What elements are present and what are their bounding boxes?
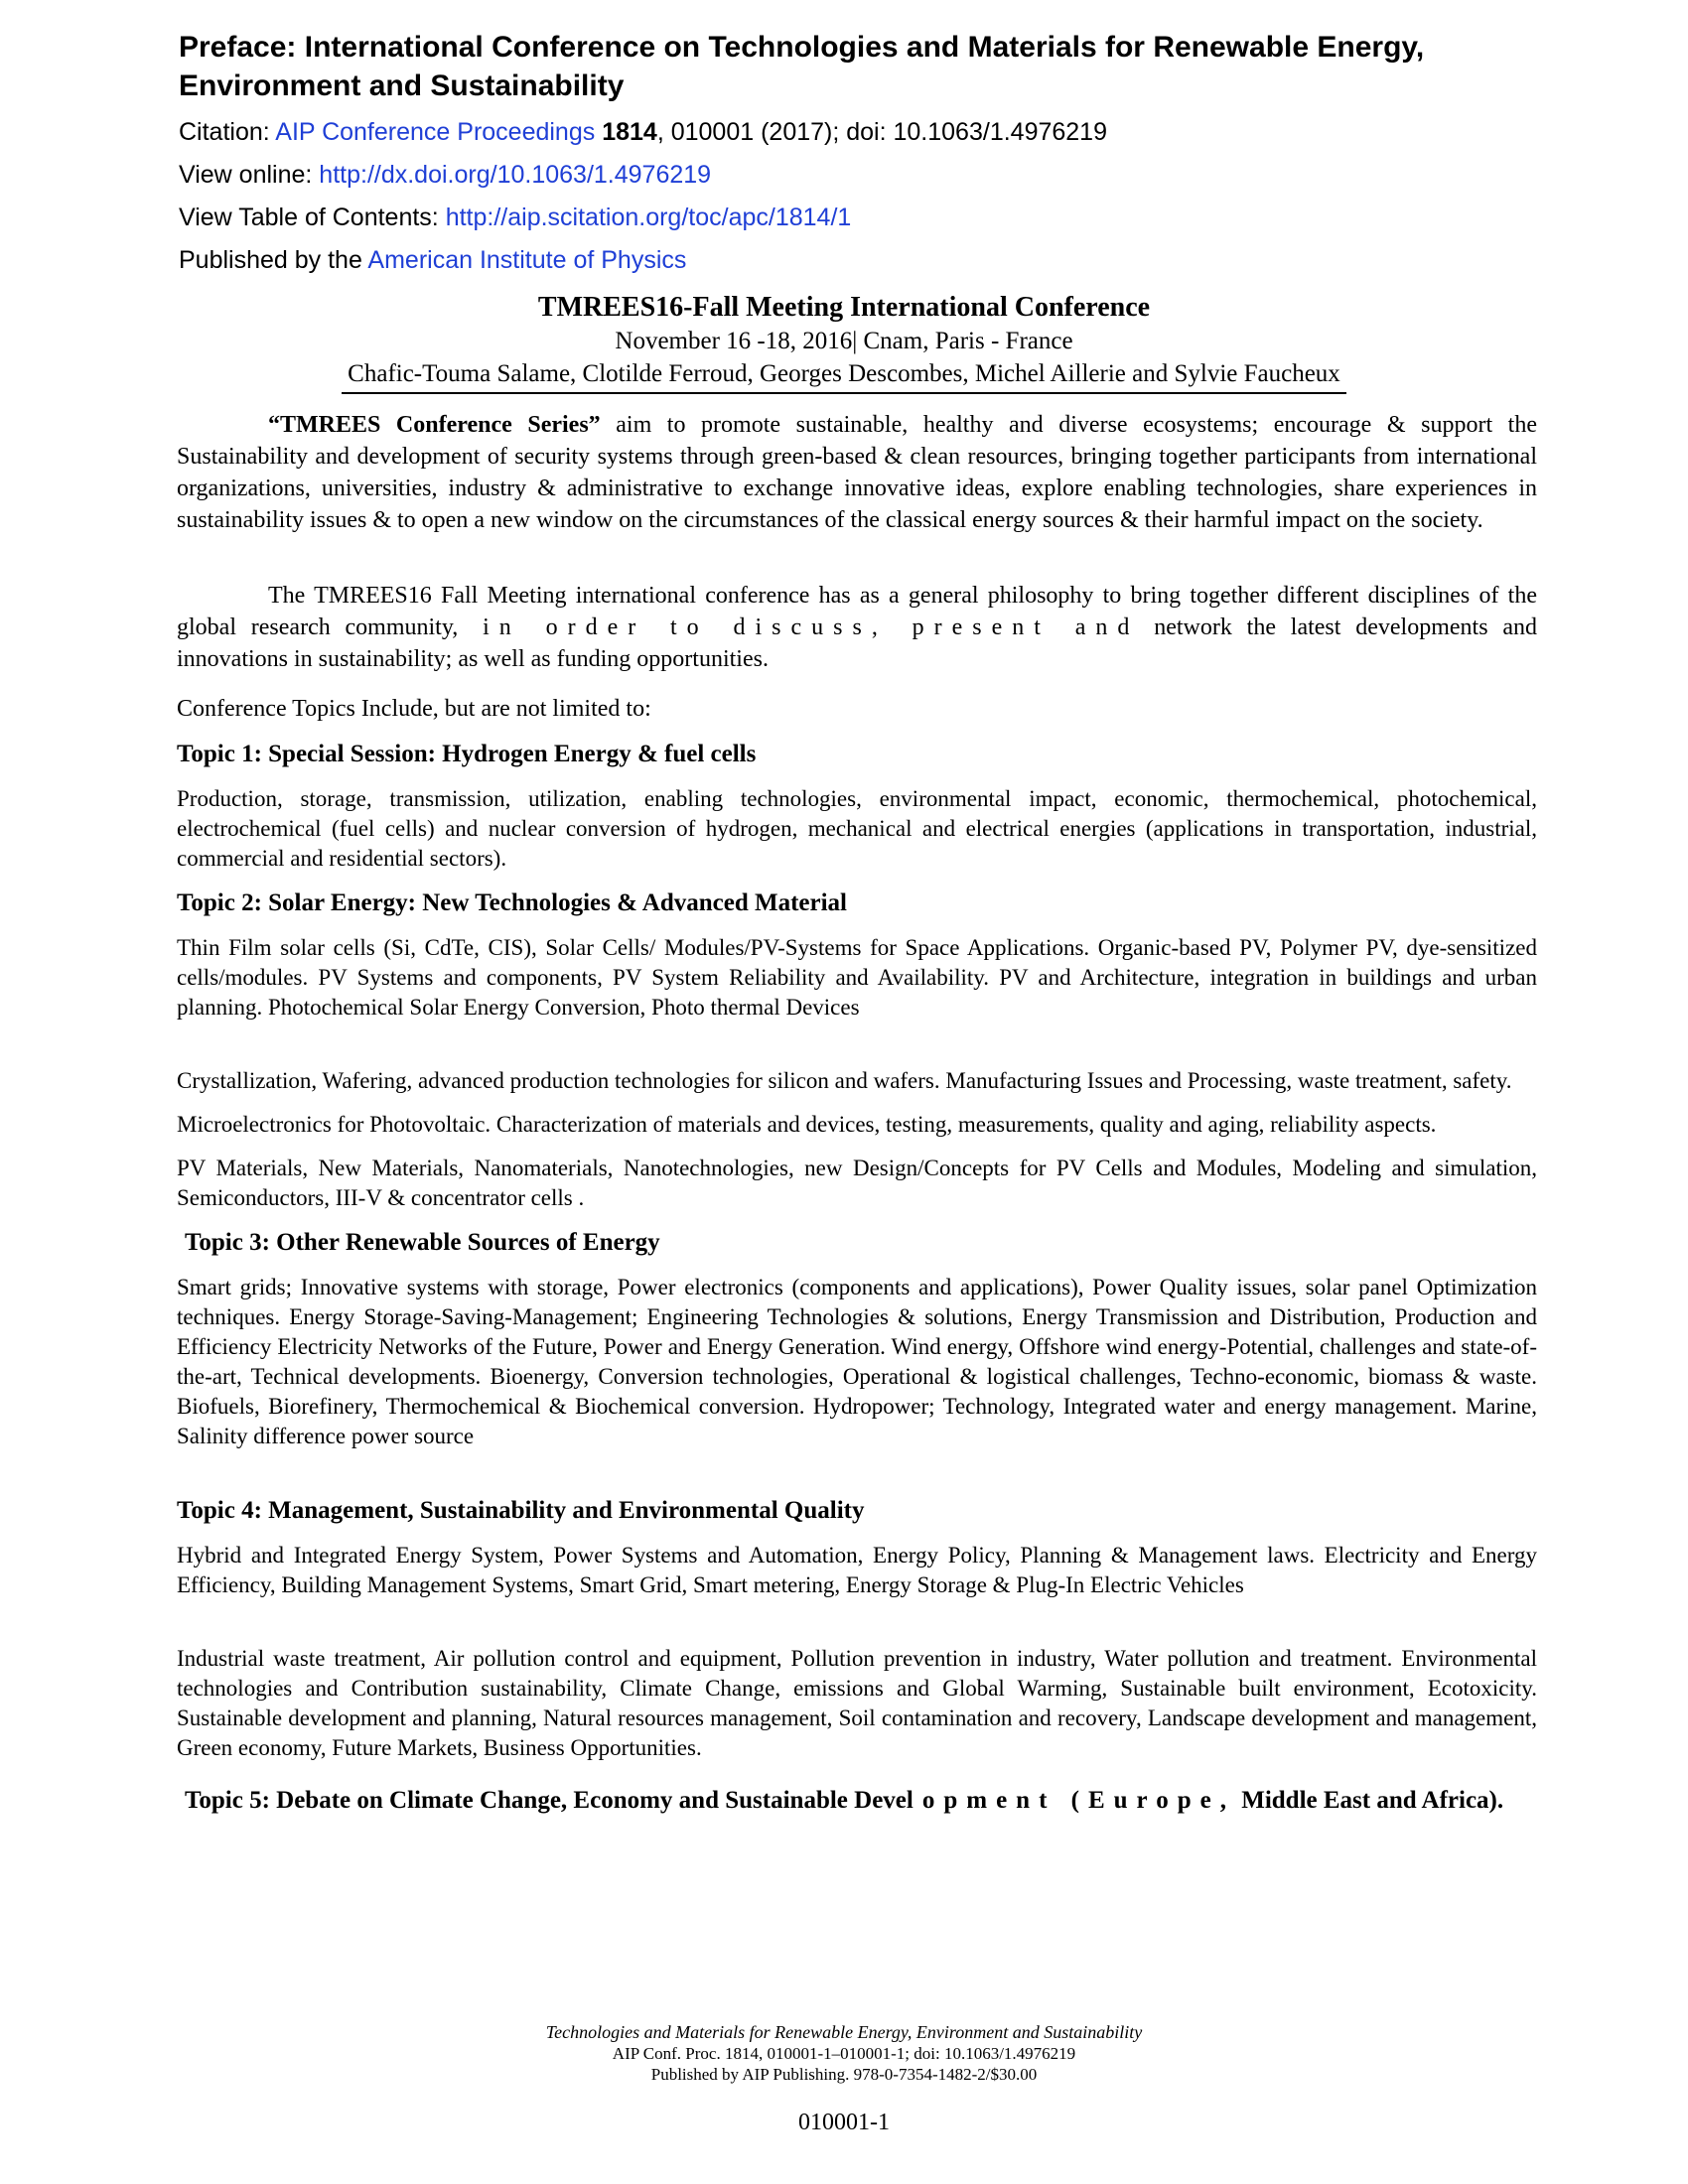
article-body: [177, 409, 1537, 1831]
topic-5-heading-a: Topic 5: Debate on Climate Change, Economy and Sustainable Deve: [185, 1787, 907, 1814]
view-online-line: [179, 154, 1470, 197]
conference-title: TMREES16-Fall Meeting International Conference: [537, 292, 1151, 323]
topic-5-heading-spaced: lopment (Europe,: [906, 1787, 1235, 1814]
page-footer: [0, 2021, 1688, 2136]
citation-volume: 1814: [602, 118, 657, 146]
philosophy-text-spaced: in order to discuss, present and: [458, 614, 1140, 640]
conference-date-location: November 16 -18, 2016| Cnam, Paris - France: [615, 328, 1073, 354]
conference-editors: Chafic-Touma Salame, Clotilde Ferroud, Georges Descombes, Michel Aillerie and Sylvie Faucheux: [342, 357, 1346, 394]
citation-details: , 010001 (2017); doi: 10.1063/1.4976219: [656, 118, 1107, 146]
topic-4-description-2: Industrial waste treatment, Air pollution control and equipment, Pollution prevention in industry, Water pollution and treatment. Environmental technologies and Contribution sustainability, Climate Change, emissions and Global Warming, Sustainable built environment, Ecotoxicity. Sustainable development and planning, Natural resources management, Soil contamination and recovery, Landscape development and management, Green economy, Future Markets, Business Opportunities.: [177, 1646, 1537, 1760]
intro-paragraph: [177, 409, 1537, 536]
footer-proceedings-title: Technologies and Materials for Renewable Energy, Environment and Sustainability: [545, 2022, 1143, 2042]
topic-2-description-3: Microelectronics for Photovoltaic. Characterization of materials and devices, testing, measurements, quality and aging, reliability aspects.: [177, 1112, 1437, 1137]
doi-link[interactable]: http://dx.doi.org/10.1063/1.4976219: [319, 161, 712, 189]
citation-line: [179, 111, 1470, 154]
topic-2-description-1: Thin Film solar cells (Si, CdTe, CIS), Solar Cells/ Modules/PV-Systems for Space Applications. Organic-based PV, Polymer PV, dye-sensitized cells/modules. PV Systems and components, PV System Reliability and Availability. PV and Architecture, integration in buildings and urban planning. Photochemical Solar Energy Conversion, Photo thermal Devices: [177, 935, 1537, 1020]
publisher-line: [179, 239, 1470, 282]
topic-5-heading-b: Middle East and Africa).: [1234, 1787, 1504, 1814]
article-header: [179, 28, 1470, 282]
publisher-label: Published by the: [179, 246, 368, 274]
topic-2-heading: Topic 2: Solar Energy: New Technologies & Advanced Material: [177, 889, 847, 916]
philosophy-text-a: The TMREES16 Fall Meeting international conference has as a general philosophy to bring together different disciplines of the global research community,: [177, 583, 1537, 640]
topic-1-heading: Topic 1: Special Session: Hydrogen Energy & fuel cells: [177, 741, 757, 767]
topic-5-heading: [177, 1785, 1537, 1817]
view-online-label: View online:: [179, 161, 320, 189]
topic-4-description-1: Hybrid and Integrated Energy System, Power Systems and Automation, Energy Policy, Planning & Management laws. Electricity and Energy Efficiency, Building Management Systems, Smart Grid, Smart metering, Energy Storage & Plug-In Electric Vehicles: [177, 1543, 1537, 1597]
toc-label: View Table of Contents:: [179, 204, 446, 231]
topic-1-description: Production, storage, transmission, utilization, enabling technologies, environmental impact, economic, thermochemical, photochemical, electrochemical (fuel cells) and nuclear conversion of hydrogen, mechanical and electrical energies (applications in transportation, industrial, commercial and residential sectors).: [177, 786, 1537, 871]
topic-2-description-2: Crystallization, Wafering, advanced production technologies for silicon and wafers. Manufacturing Issues and Processing, waste treatment, safety.: [177, 1068, 1512, 1093]
philosophy-text-b: network the latest developments and innovations in sustainability; as well as funding opportunities.: [177, 614, 1537, 672]
footer-citation: AIP Conf. Proc. 1814, 010001-1–010001-1; doi: 10.1063/1.4976219: [612, 2044, 1076, 2063]
page-number: 010001-1: [798, 2110, 890, 2135]
topic-4-heading: Topic 4: Management, Sustainability and Environmental Quality: [177, 1497, 865, 1524]
journal-link[interactable]: AIP Conference Proceedings: [275, 118, 596, 146]
footer-publisher: Published by AIP Publishing. 978-0-7354-1482-2/$30.00: [650, 2065, 1038, 2084]
philosophy-paragraph: [177, 580, 1537, 675]
toc-line: [179, 197, 1470, 239]
article-title: Preface: International Conference on Technologies and Materials for Renewable Energy, Environment and Sustainability: [179, 31, 1425, 102]
series-name: “TMREES Conference Series”: [268, 412, 601, 438]
topic-3-description: Smart grids; Innovative systems with storage, Power electronics (components and applications), Power Quality issues, solar panel Optimization techniques. Energy Storage-Saving-Management; Engineering Technologies & solutions, Energy Transmission and Distribution, Production and Efficiency Electricity Networks of the Future, Power and Energy Generation. Wind energy, Offshore wind energy-Potential, challenges and state-of-the-art, Technical developments. Bioenergy, Conversion technologies, Operational & logistical challenges, Techno-economic, biomass & waste. Biofuels, Biorefinery, Thermochemical & Biochemical conversion. Hydropower; Technology, Integrated water and energy management. Marine, Salinity difference power source: [177, 1275, 1537, 1448]
conference-block: [0, 291, 1688, 394]
citation-label: Citation:: [179, 118, 276, 146]
intro-text: aim to promote sustainable, healthy and diverse ecosystems; encourage & support the Sustainability and development of security systems through green-based & clean resources, bringing together participants from international organizations, universities, industry & administrative to exchange innovative ideas, explore enabling technologies, share experiences in sustainability issues & to open a new window on the circumstances of the classical energy sources & their harmful impact on the society.: [177, 412, 1538, 533]
toc-link[interactable]: http://aip.scitation.org/toc/apc/1814/1: [445, 204, 852, 231]
topics-lead: Conference Topics Include, but are not limited to:: [177, 696, 651, 722]
topic-3-heading: Topic 3: Other Renewable Sources of Energy: [185, 1229, 660, 1256]
topic-2-description-4: PV Materials, New Materials, Nanomaterials, Nanotechnologies, new Design/Concepts for PV Cells and Modules, Modeling and simulation, Semiconductors, III-V & concentrator cells .: [177, 1156, 1537, 1210]
publisher-link[interactable]: American Institute of Physics: [367, 246, 687, 274]
